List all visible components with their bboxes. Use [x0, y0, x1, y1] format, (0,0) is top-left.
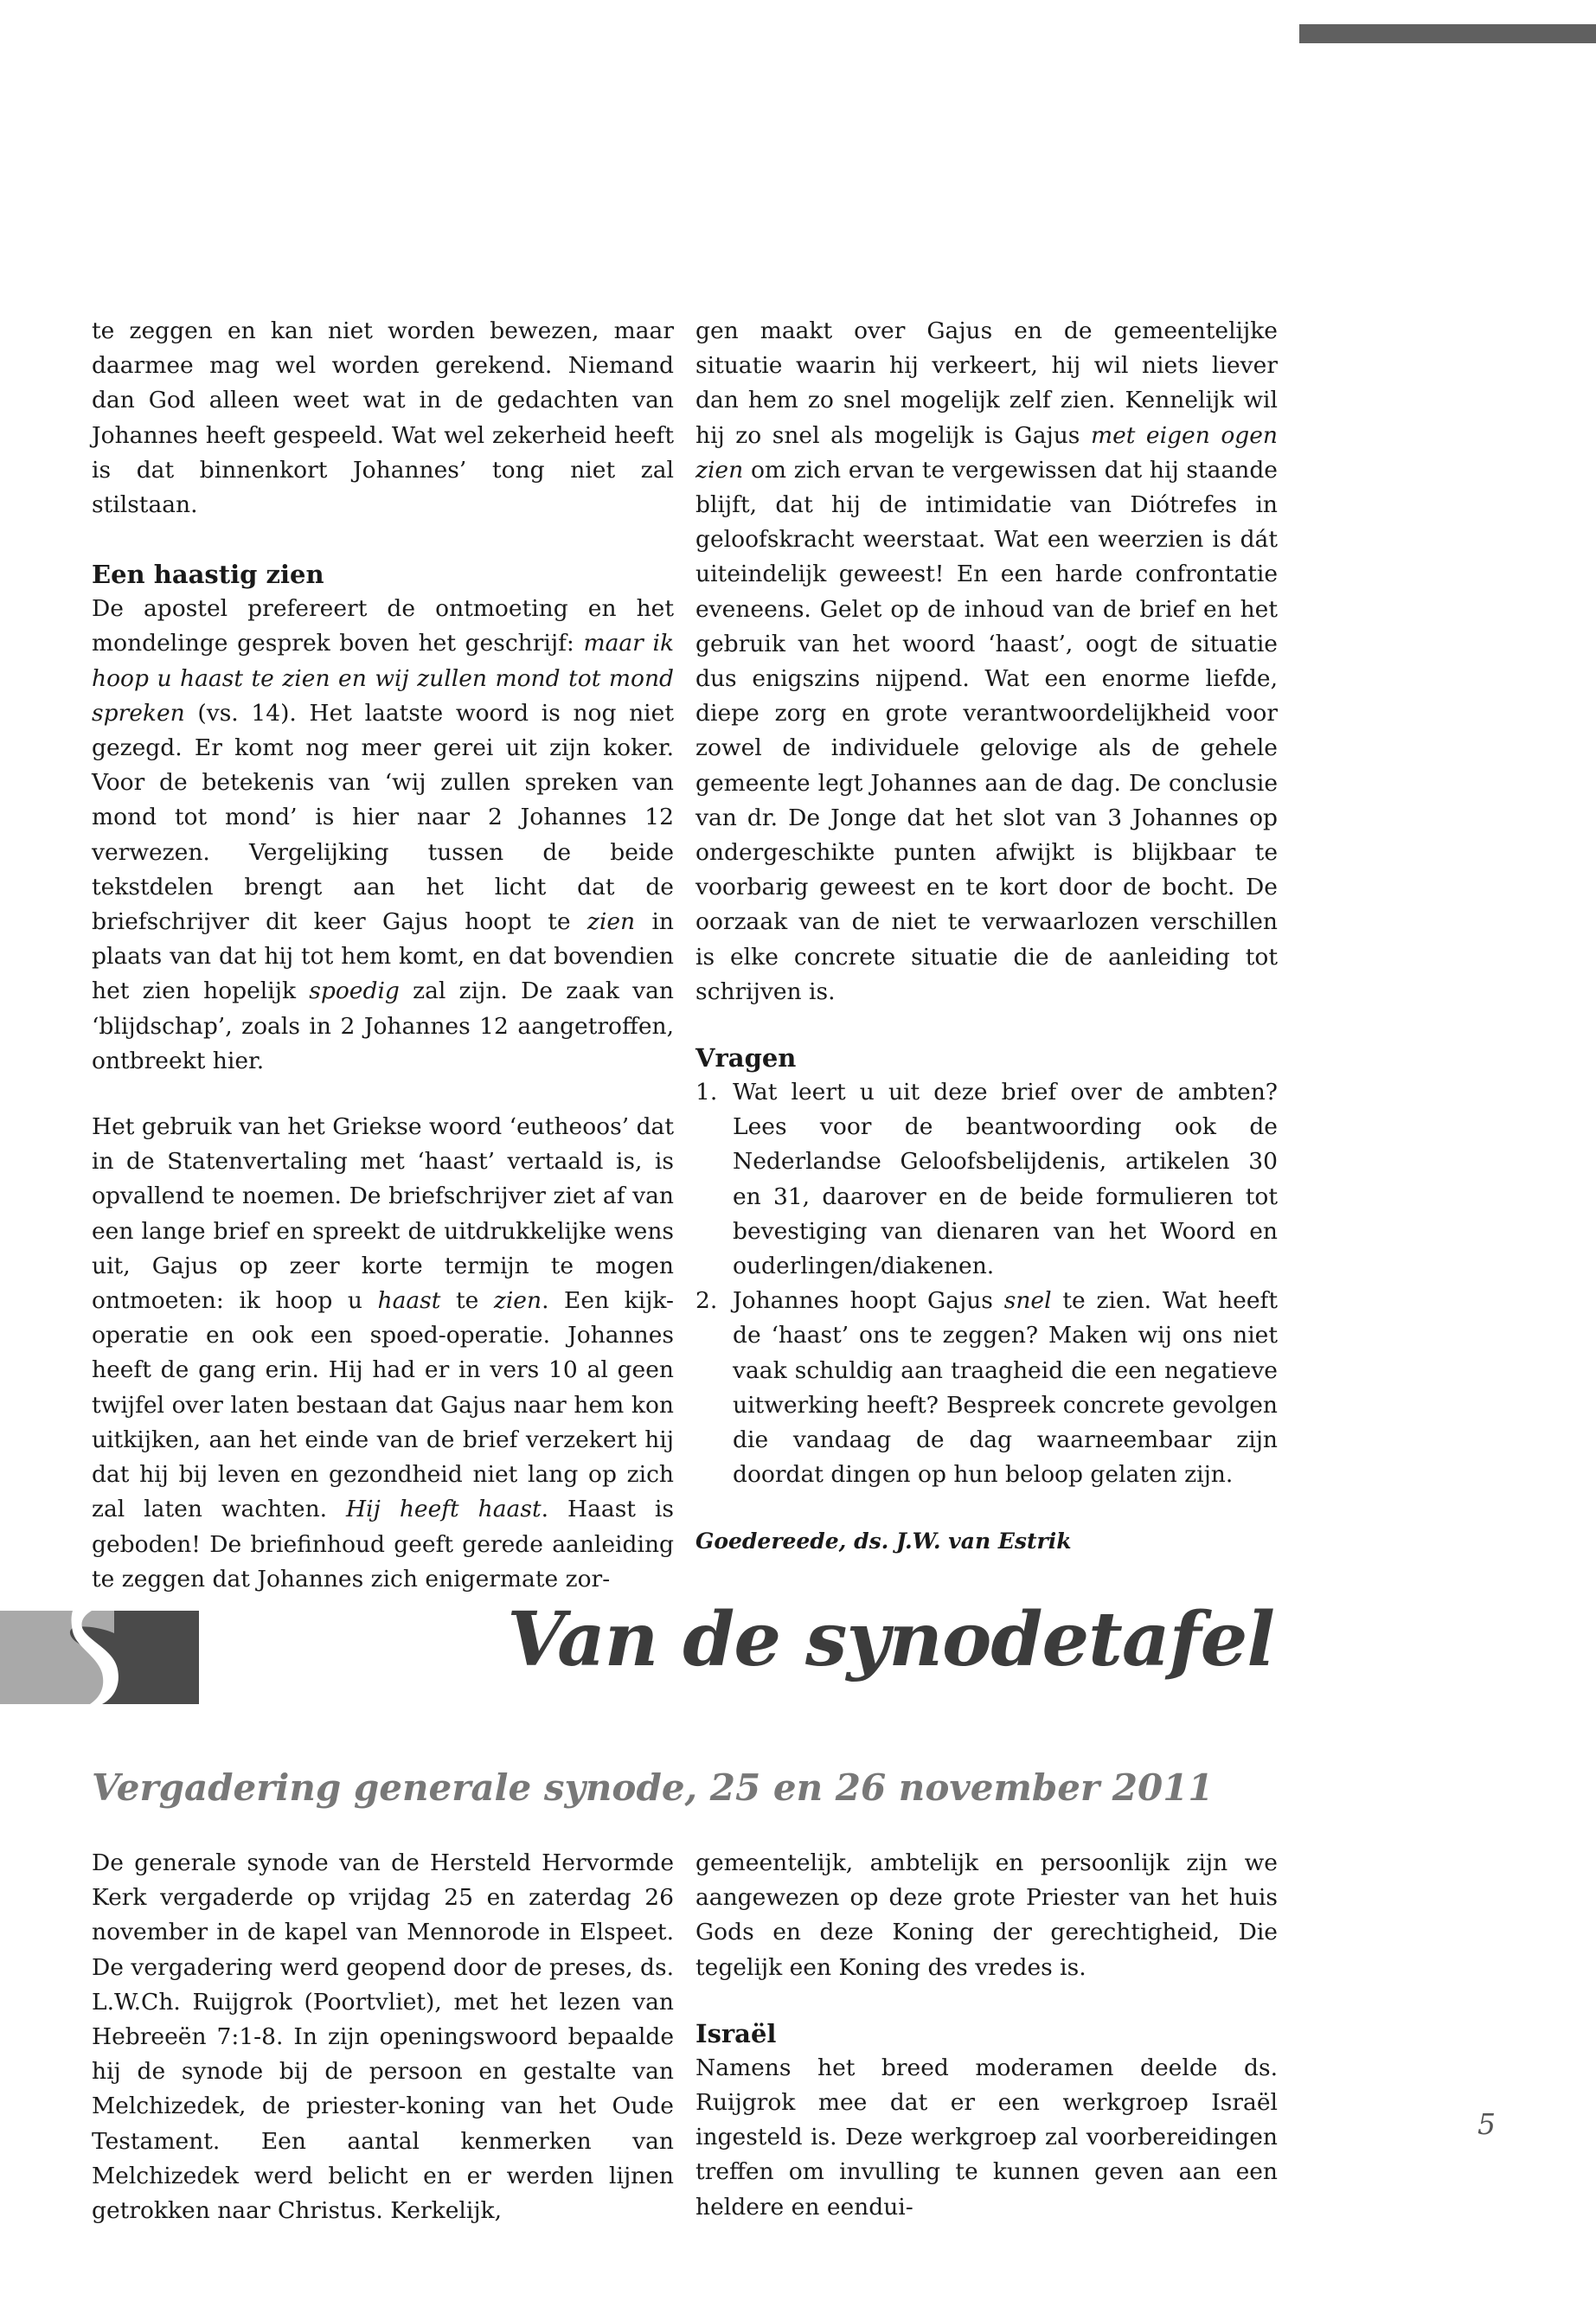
- section-title: Van de synodetafel: [507, 1596, 1274, 1683]
- heading-vragen: Vragen: [695, 1043, 797, 1074]
- question-item: 1. Wat leert u uit deze brief over de ambten? Lees voor de beantwoording ook de Nederlandse Geloofsbelijdenis, artikelen 30 en 31, daarover en de beide formulieren tot bevestiging van dienaren van het Woord en ouderlingen/diakenen.: [695, 1075, 1278, 1284]
- question-item: 2. Johannes hoopt Gajus snel te zien. Wat heeft de ‘haast’ ons te zeggen? Maken wij ons niet vaak schuldig aan traagheid die een negatieve uitwerking heeft? Bespreek concrete gevolgen die vandaag de dag waarneembaar zijn doordat dingen op hun beloop gelaten zijn.: [695, 1284, 1278, 1492]
- article1-paragraph4: gen maakt over Gajus en de gemeentelijke situatie waarin hij verkeert, hij wil niets liever dan hem zo snel mogelijk zelf zien. Kennelijk wil hij zo snel als mogelijk is Gajus met eigen ogen zien om zich ervan te vergewissen dat hij staande blijft, dat hij de intimidatie van Diótrefes in geloofskracht weerstaat. Wat een weerzien is dát uiteindelijk geweest! En een harde confrontatie eveneens. Gelet op de inhoud van de brief en het gebruik van het woord ‘haast’, oogt de situatie dus enigszins nijpend. Wat een enorme liefde, diepe zorg en grote verantwoordelijkheid voor zowel de individuele gelovige als de gehele gemeente legt Johannes aan de dag. De conclusie van dr. De Jonge dat het slot van 3 Johannes op ondergeschikte punten afwijkt is blijkbaar te voorbarig geweest en te kort door de bocht. De oorzaak van de niet te verwaarlozen verschillen is elke concrete situatie die de aanleiding tot schrijven is.: [695, 317, 1278, 1005]
- article2-column2: [695, 1846, 1278, 2225]
- section-subtitle: Vergadering generale synode, 25 en 26 november 2011: [92, 1766, 1214, 1809]
- article2-paragraph3: Namens het breed moderamen deelde ds. Ruijgrok mee dat er een werkgroep Israël ingesteld is. Deze werkgroep zal voorbereidingen treffen om invulling te kunnen geven aan een heldere en eendui-: [695, 2054, 1278, 2221]
- article1-paragraph2: De apostel prefereert de ontmoeting en het mondelinge gesprek boven het geschrijf: maar ik hoop u haast te zien en wij zullen mond tot mond spreken (vs. 14). Het laatste woord is nog niet gezegd. Er komt nog meer gerei uit zijn koker. Voor de betekenis van ‘wij zullen spreken van mond tot mond’ is hier naar 2 Johannes 12 verwezen. Vergelijking tussen de beide tekstdelen brengt aan het licht dat de briefschrijver dit keer Gajus hoopt te zien in plaats van dat hij tot hem komt, en dat bovendien het zien hopelijk spoedig zal zijn. De zaak van ‘blijdschap’, zoals in 2 Johannes 12 aangetroffen, ontbreekt hier.: [92, 595, 674, 1074]
- top-bar: [1299, 24, 1596, 43]
- page-number: 5: [1477, 2107, 1496, 2141]
- article1-paragraph1: te zeggen en kan niet worden bewezen, maar daarmee mag wel worden gerekend. Niemand dan God alleen weet wat in de gedachten van Johannes heeft gespeeld. Wat wel zekerheid heeft is dat binnenkort Johannes’ tong niet zal stilstaan.: [92, 317, 674, 519]
- article1-column2: [695, 314, 1278, 1559]
- article2-column1: [92, 1846, 674, 2228]
- heading-israel: Israël: [695, 2018, 777, 2048]
- section-logo-icon: [0, 1611, 199, 1704]
- question-number: 2.: [695, 1287, 718, 1315]
- article1-paragraph3: Het gebruik van het Griekse woord ‘eutheoos’ dat in de Statenvertaling met ‘haast’ vertaald is, is opvallend te noemen. De briefschrijver ziet af van een lange brief en spreekt de uitdrukkelijke wens uit, Gajus op zeer korte termijn te mogen ontmoeten: ik hoop u haast te zien. Een kijk-operatie en ook een spoed-operatie. Johannes heeft de gang erin. Hij had er in vers 10 al geen twijfel over laten bestaan dat Gajus naar hem kon uitkijken, aan het einde van de brief verzekert hij dat hij bij leven en gezondheid niet lang op zich zal laten wachten. Hij heeft haast. Haast is geboden! De briefinhoud geeft gerede aanleiding te zeggen dat Johannes zich enigermate zor-: [92, 1113, 674, 1593]
- author-signature: Goedereede, ds. J.W. van Estrik: [695, 1528, 1072, 1554]
- question-number: 1.: [695, 1079, 718, 1106]
- heading-een-haastig-zien: Een haastig zien: [92, 560, 324, 590]
- questions-list: [695, 1075, 1278, 1492]
- article1-column1: [92, 314, 674, 1597]
- article2-paragraph1: De generale synode van de Hersteld Hervormde Kerk vergaderde op vrijdag 25 en zaterdag 26 november in de kapel van Mennorode in Elspeet. De vergadering werd geopend door de preses, ds. L.W.Ch. Ruijgrok (Poortvliet), met het lezen van Hebreeën 7:1-8. In zijn openingswoord bepaalde hij de synode bij de persoon en gestalte van Melchizedek, de priester-koning van het Oude Testament. Een aantal kenmerken van Melchizedek werd belicht en er werden lijnen getrokken naar Christus. Kerkelijk,: [92, 1849, 674, 2225]
- article2-paragraph2: gemeentelijk, ambtelijk en persoonlijk zijn we aangewezen op deze grote Priester van het huis Gods en deze Koning der gerechtigheid, Die tegelijk een Koning des vredes is.: [695, 1849, 1278, 1981]
